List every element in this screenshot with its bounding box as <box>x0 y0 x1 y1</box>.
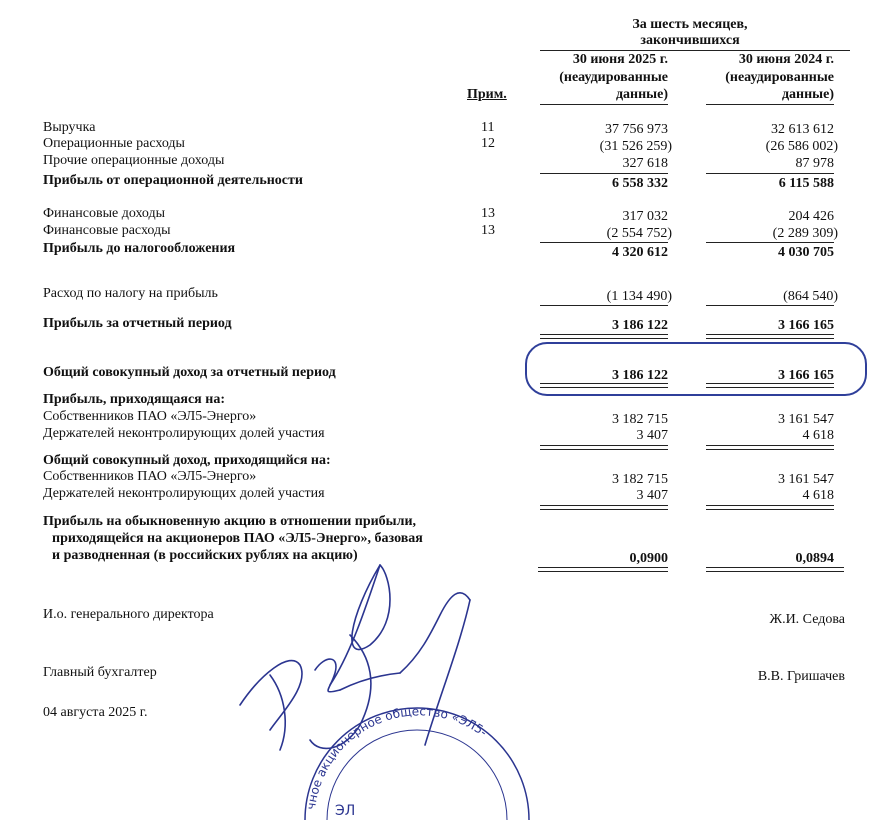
period-heading-2: закончившихся <box>640 33 740 48</box>
row-value-2024: 87 978 <box>795 156 834 171</box>
col2-header-rule <box>706 104 834 105</box>
row-note: 11 <box>481 120 495 135</box>
row-value-2025: 327 618 <box>622 156 668 171</box>
row-label: Прибыль за отчетный период <box>43 316 232 331</box>
ceo-name: Ж.И. Седова <box>769 612 845 627</box>
row-label: Прочие операционные доходы <box>43 153 225 168</box>
total-double-rule <box>706 567 844 572</box>
row-label: Финансовые расходы <box>43 223 171 238</box>
row-note: 13 <box>481 223 495 238</box>
row-value-2025: 37 756 973 <box>605 122 668 137</box>
col1-header-rule <box>540 104 668 105</box>
col2-date: 30 июня 2024 г. <box>738 52 834 67</box>
eps-value-2024: 0,0894 <box>795 551 834 566</box>
total-double-rule <box>540 383 668 388</box>
row-label: Прибыль от операционной деятельности <box>43 173 303 188</box>
row-value-2024: 4 618 <box>802 488 834 503</box>
row-label: Выручка <box>43 120 96 135</box>
row-value-2025: 3 182 715 <box>612 412 668 427</box>
period-heading: За шесть месяцев, <box>632 17 748 32</box>
col1-date: 30 июня 2025 г. <box>572 52 668 67</box>
accountant-name: В.В. Гришачев <box>757 669 845 684</box>
row-value-2024: 3 166 165 <box>778 318 834 333</box>
accountant-title: Главный бухгалтер <box>43 665 157 680</box>
col1-note2: данные) <box>615 87 668 102</box>
row-value-2024: (26 586 002) <box>765 139 838 154</box>
row-label: Собственников ПАО «ЭЛ5-Энерго» <box>43 409 257 424</box>
col2-note: (неаудированные <box>725 70 834 85</box>
row-value-2025: 3 182 715 <box>612 472 668 487</box>
row-value-2024: 6 115 588 <box>778 176 834 191</box>
row-value-2024: 3 161 547 <box>778 412 834 427</box>
row-label: Держателей неконтролирующих долей участия <box>43 486 325 501</box>
total-double-rule <box>540 445 668 450</box>
eps-label-line-3: и разводненная (в российских рублях на акцию) <box>52 548 358 563</box>
row-value-2024: (864 540) <box>783 289 838 304</box>
header-rule <box>540 50 850 51</box>
total-double-rule <box>538 567 668 572</box>
report-date: 04 августа 2025 г. <box>43 705 148 720</box>
row-label: Держателей неконтролирующих долей участия <box>43 426 325 441</box>
row-value-2025: 3 186 122 <box>612 368 668 383</box>
row-value-2025: 3 407 <box>636 488 668 503</box>
row-value-2025: (2 554 752) <box>606 226 672 241</box>
subtotal-rule <box>540 242 668 243</box>
total-double-rule <box>706 445 834 450</box>
row-value-2024: 4 618 <box>802 428 834 443</box>
company-stamp <box>295 680 535 820</box>
total-double-rule <box>706 383 834 388</box>
subtotal-rule <box>706 305 834 306</box>
subtotal-rule <box>540 305 668 306</box>
row-value-2025: (31 526 259) <box>599 139 672 154</box>
section-heading: Общий совокупный доход, приходящийся на: <box>43 453 331 468</box>
total-double-rule <box>706 505 834 510</box>
col2-note2: данные) <box>781 87 834 102</box>
total-double-rule <box>706 334 834 339</box>
row-value-2024: 3 166 165 <box>778 368 834 383</box>
col1-note: (неаудированные <box>559 70 668 85</box>
row-label: Общий совокупный доход за отчетный период <box>43 365 336 380</box>
row-value-2024: 204 426 <box>788 209 834 224</box>
svg-text:чное акционерное общество «ЭЛ5 <box>304 704 490 810</box>
subtotal-rule <box>706 173 834 174</box>
stamp-inner-text: ЭЛ <box>335 803 356 819</box>
row-value-2024: (2 289 309) <box>772 226 838 241</box>
row-label: Расход по налогу на прибыль <box>43 286 218 301</box>
total-double-rule <box>540 505 668 510</box>
row-value-2025: 3 407 <box>636 428 668 443</box>
row-label: Операционные расходы <box>43 136 185 151</box>
row-value-2025: (1 134 490) <box>606 289 672 304</box>
subtotal-rule <box>706 242 834 243</box>
row-value-2024: 4 030 705 <box>778 245 834 260</box>
eps-value-2025: 0,0900 <box>629 551 668 566</box>
eps-label-line-1: Прибыль на обыкновенную акцию в отношении прибыли, <box>43 514 417 529</box>
row-value-2024: 32 613 612 <box>771 122 834 137</box>
total-double-rule <box>540 334 668 339</box>
row-note: 13 <box>481 206 495 221</box>
section-heading: Прибыль, приходящаяся на: <box>43 392 225 407</box>
row-label: Финансовые доходы <box>43 206 166 221</box>
row-value-2025: 3 186 122 <box>612 318 668 333</box>
notes-column-header: Прим. <box>467 87 507 102</box>
row-value-2025: 317 032 <box>622 209 668 224</box>
stamp-text: чное акционерное общество «ЭЛ5- <box>304 704 490 811</box>
eps-label-line-2: приходящейся на акционеров ПАО «ЭЛ5-Энерго», базовая <box>52 531 423 546</box>
row-label: Прибыль до налогообложения <box>43 241 236 256</box>
subtotal-rule <box>540 173 668 174</box>
ceo-title: И.о. генерального директора <box>43 607 214 622</box>
row-label: Собственников ПАО «ЭЛ5-Энерго» <box>43 469 257 484</box>
row-note: 12 <box>481 136 495 151</box>
row-value-2025: 6 558 332 <box>612 176 668 191</box>
row-value-2024: 3 161 547 <box>778 472 834 487</box>
row-value-2025: 4 320 612 <box>612 245 668 260</box>
